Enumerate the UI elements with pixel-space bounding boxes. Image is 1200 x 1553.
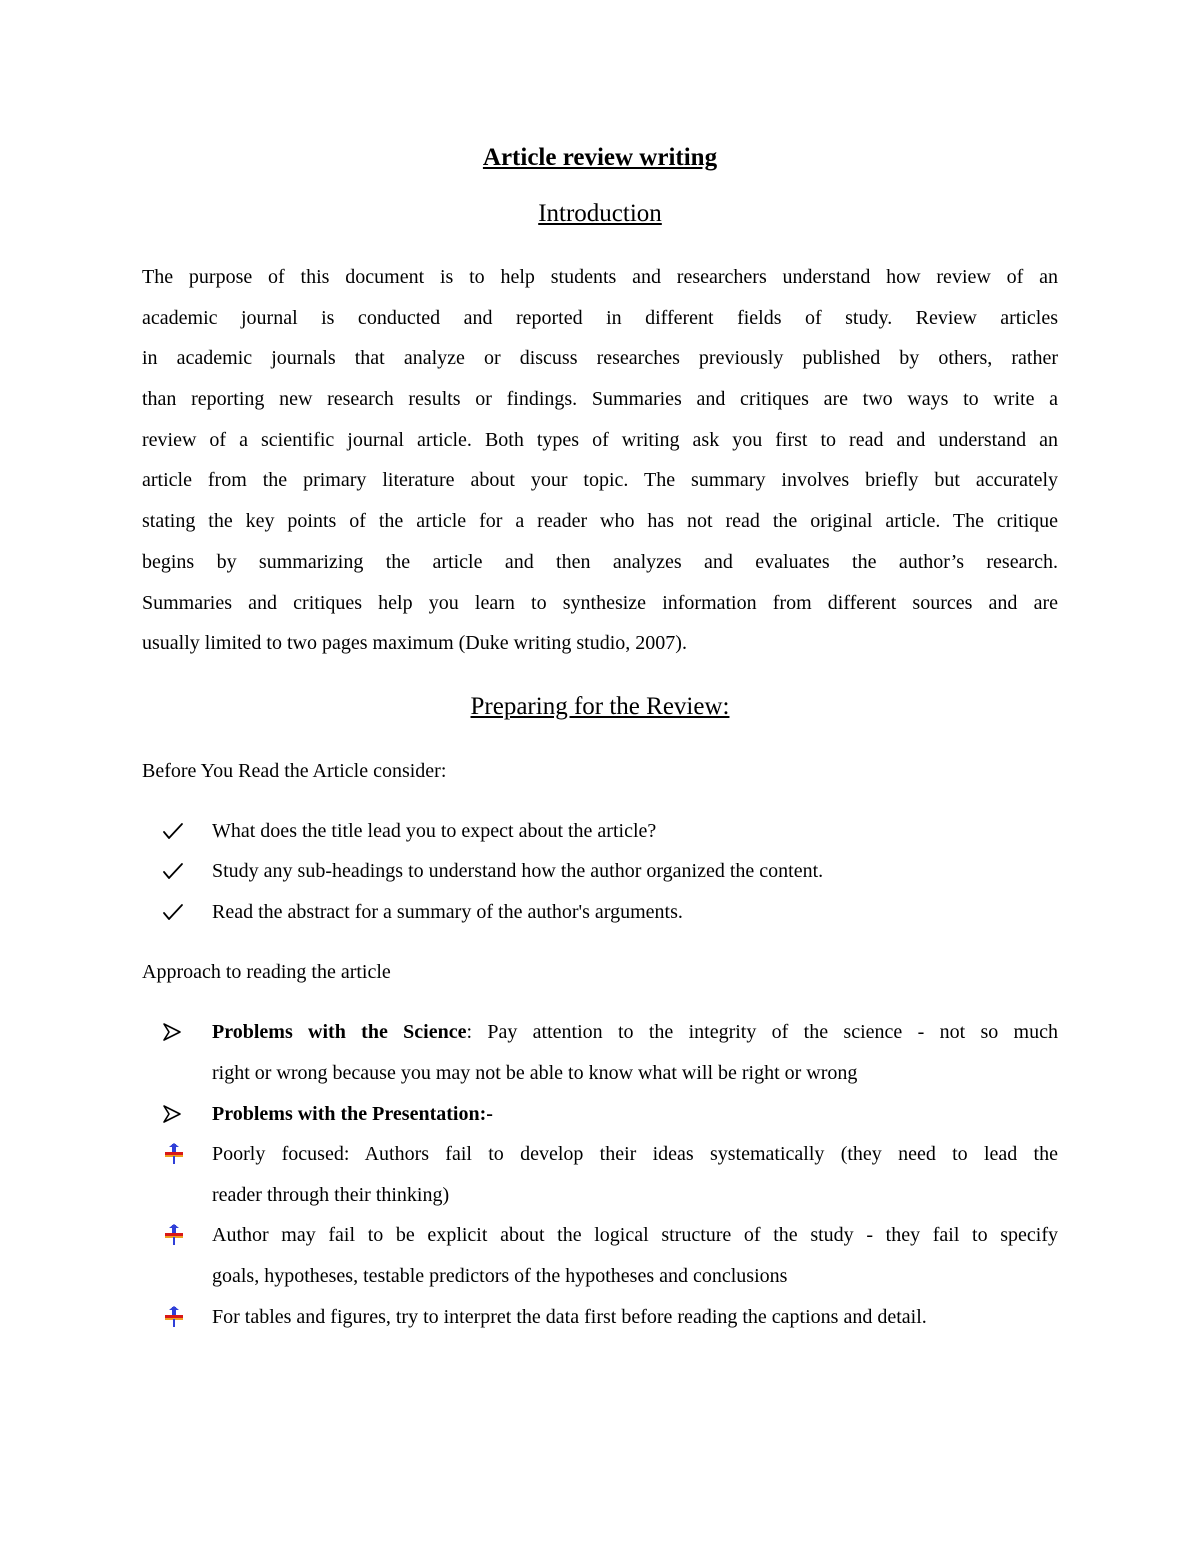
paragraph-line: article from the primary literature about your topic. The summary involves briefly but accurately bbox=[142, 469, 1058, 492]
pushpin-icon bbox=[162, 1134, 192, 1174]
arrow-item-bold: Problems with the Science bbox=[212, 1021, 467, 1043]
paragraph-line: than reporting new research results or findings. Summaries and critiques are two ways to write a bbox=[142, 388, 1058, 411]
pin-item-line: Author may fail to be explicit about the logical structure of the study - they fail to specify bbox=[212, 1224, 1058, 1246]
pin-list-item bbox=[142, 1297, 1058, 1338]
pin-item-line: Poorly focused: Authors fail to develop their ideas systematically (they need to lead the bbox=[212, 1143, 1058, 1165]
paragraph-line: begins by summarizing the article and then analyzes and evaluates the author’s research. bbox=[142, 550, 1058, 573]
arrow-item-line bbox=[212, 1012, 1058, 1053]
checkmark-icon bbox=[162, 811, 192, 851]
paragraph-line: Summaries and critiques help you learn to synthesize information from different sources and are bbox=[142, 591, 1058, 614]
checklist-item bbox=[142, 811, 1058, 852]
before-reading-label: Before You Read the Article consider: bbox=[142, 760, 447, 782]
paragraph-line: stating the key points of the article for a reader who has not read the original article. The critique bbox=[142, 510, 1058, 533]
paragraph-line: review of a scientific journal article. Both types of writing ask you first to read and understand an bbox=[142, 428, 1058, 451]
introduction-heading: Introduction bbox=[538, 200, 662, 227]
pin-list-item bbox=[142, 1134, 1058, 1215]
paragraph-line: The purpose of this document is to help students and researchers understand how review of an bbox=[142, 266, 1058, 288]
pin-item-line: For tables and figures, try to interpret the data first before reading the captions and detail. bbox=[212, 1306, 927, 1328]
arrow-item-line: right or wrong because you may not be able to know what will be right or wrong bbox=[212, 1061, 858, 1084]
arrow-item-bold: Problems with the Presentation:- bbox=[212, 1103, 493, 1125]
arrowhead-icon bbox=[162, 1012, 192, 1052]
checklist-text: What does the title lead you to expect about the article? bbox=[212, 820, 657, 842]
checklist-text: Read the abstract for a summary of the author's arguments. bbox=[212, 901, 683, 923]
document-title: Article review writing bbox=[482, 144, 718, 171]
pushpin-icon bbox=[162, 1215, 192, 1255]
pin-item-line: reader through their thinking) bbox=[212, 1183, 450, 1206]
approach-label: Approach to reading the article bbox=[142, 961, 391, 983]
checklist-item bbox=[142, 892, 1058, 933]
checklist-text: Study any sub-headings to understand how the author organized the content. bbox=[212, 860, 824, 882]
preparing-heading: Preparing for the Review: bbox=[470, 693, 730, 720]
arrow-list-item bbox=[142, 1012, 1058, 1093]
checkmark-icon bbox=[162, 851, 192, 891]
paragraph-line: in academic journals that analyze or discuss researches previously published by others, rather bbox=[142, 347, 1058, 370]
pin-list-item bbox=[142, 1215, 1058, 1296]
pushpin-icon bbox=[162, 1297, 192, 1337]
introduction-paragraph bbox=[142, 257, 1058, 664]
arrow-item-rest: : Pay attention to the integrity of the science - not so much bbox=[466, 1021, 1058, 1043]
arrowhead-icon bbox=[162, 1094, 192, 1134]
checkmark-icon bbox=[162, 892, 192, 932]
paragraph-line: usually limited to two pages maximum (Duke writing studio, 2007). bbox=[142, 632, 687, 655]
paragraph-line: academic journal is conducted and reported in different fields of study. Review articles bbox=[142, 306, 1058, 329]
arrow-item-line bbox=[212, 1094, 1058, 1135]
pin-item-line: goals, hypotheses, testable predictors of the hypotheses and conclusions bbox=[212, 1264, 788, 1287]
checklist-item bbox=[142, 851, 1058, 892]
arrow-list-item bbox=[142, 1094, 1058, 1135]
